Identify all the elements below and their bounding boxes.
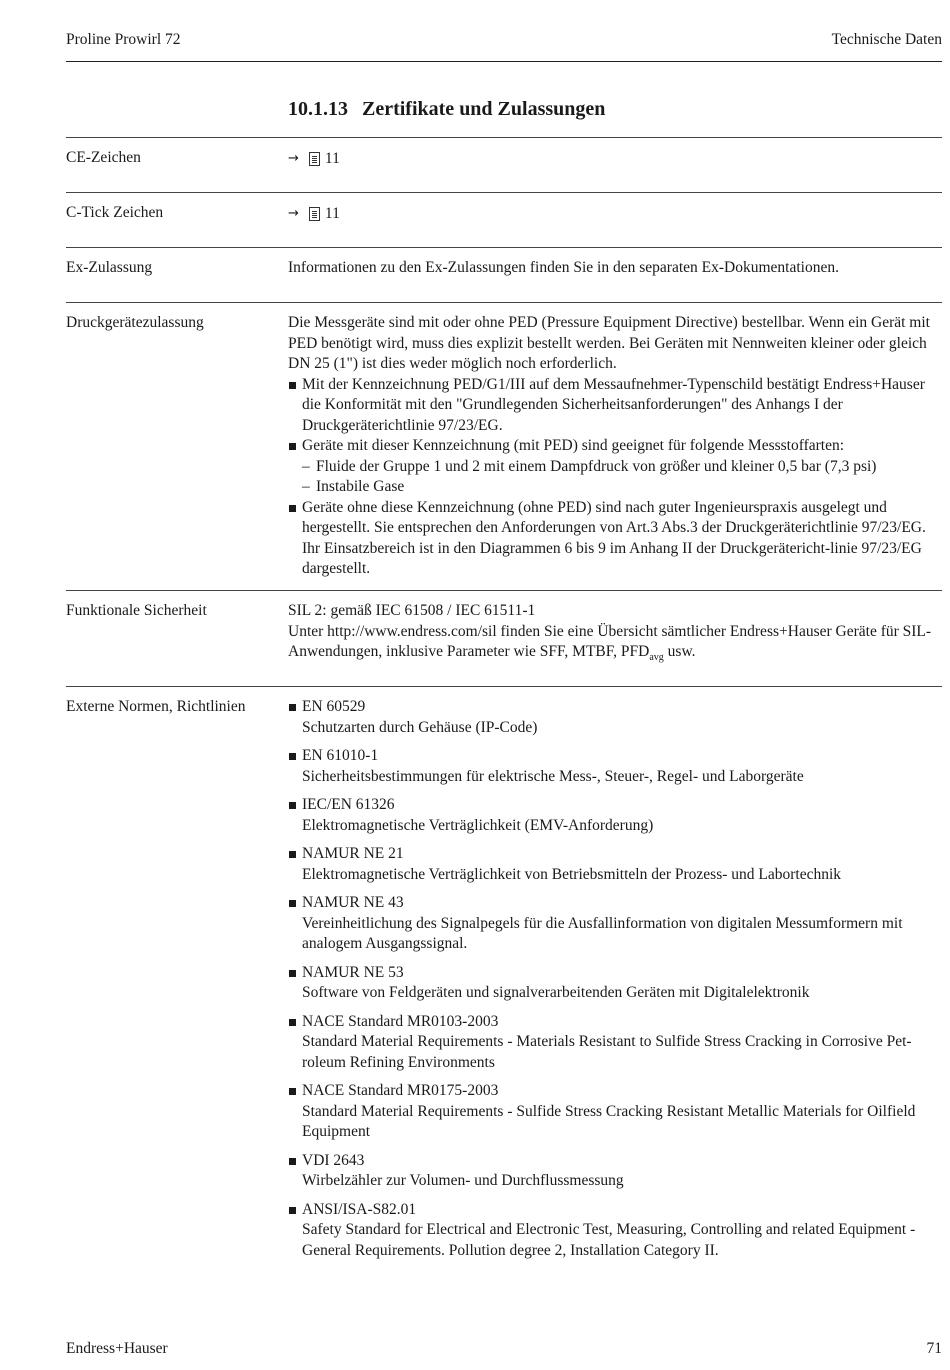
norm-description: Sicherheitsbestimmungen für elektrische Mess-, Steuer-, Regel- und Laborgeräte bbox=[302, 767, 804, 785]
ctick-label: C-Tick Zeichen bbox=[66, 204, 164, 221]
norm-title: IEC/EN 61326 bbox=[302, 796, 395, 813]
norm-description: Software von Feldgeräten und signalverarbeitenden Geräten mit Digitalelektronik bbox=[302, 984, 810, 1001]
ped-content bbox=[288, 313, 942, 580]
list-item bbox=[288, 1081, 942, 1143]
list-item bbox=[288, 1200, 942, 1262]
page-footer bbox=[66, 1340, 942, 1358]
list-item: – Fluide der Gruppe 1 und 2 mit einem Dampfdruck von größer und kleiner 0,5 bar (7,3 psi) bbox=[302, 457, 942, 478]
norm-title: VDI 2643 bbox=[302, 1151, 365, 1169]
norms-content bbox=[288, 697, 942, 1269]
ctick-page-reference[interactable] bbox=[288, 204, 340, 225]
norms-label: Externe Normen, Richtlinien bbox=[66, 698, 246, 715]
row-functional-safety bbox=[66, 590, 942, 687]
sil-content bbox=[288, 601, 942, 669]
ce-page-number: 11 bbox=[324, 150, 340, 167]
row-ex bbox=[66, 247, 942, 303]
sil-label: Funktionale Sicherheit bbox=[66, 602, 207, 619]
list-item bbox=[288, 795, 942, 836]
norm-description: Elektromagnetische Verträglichkeit (EMV-Anforderung) bbox=[302, 816, 654, 834]
section-title: Zertifikate und Zulassungen bbox=[362, 98, 606, 120]
ped-bullet2-text: Geräte mit dieser Kennzeichnung (mit PED) sind geeignet für folgende Messstoffarten: bbox=[302, 437, 845, 454]
ped-bullet-list bbox=[288, 375, 942, 580]
norm-title: EN 60529 bbox=[302, 698, 366, 715]
header-chapter: Technische Daten bbox=[831, 31, 942, 48]
norm-title: NAMUR NE 53 bbox=[302, 963, 404, 981]
norm-title: NAMUR NE 21 bbox=[302, 845, 404, 862]
norm-title: EN 61010-1 bbox=[302, 747, 379, 764]
list-item: – Instabile Gase bbox=[302, 477, 942, 498]
sil-line1: SIL 2: gemäß IEC 61508 / IEC 61511-1 bbox=[288, 602, 536, 619]
page-reference-icon bbox=[309, 152, 320, 166]
norm-description: Elektromagnetische Verträglichkeit von Betriebsmitteln der Prozess- und Labortechnik bbox=[302, 865, 842, 883]
ex-label: Ex-Zulassung bbox=[66, 259, 153, 276]
right-arrow-icon: → bbox=[288, 151, 299, 166]
ctick-content bbox=[288, 203, 942, 225]
list-item bbox=[288, 893, 942, 955]
row-ce bbox=[66, 137, 942, 193]
section-number: 10.1.13 bbox=[288, 98, 348, 120]
sil-line2 bbox=[288, 622, 942, 669]
row-ped bbox=[66, 302, 942, 591]
list-item bbox=[288, 1012, 942, 1074]
norm-description: Schutzarten durch Gehäuse (IP-Code) bbox=[302, 718, 538, 736]
sil-line2-text: Unter http://www.endress.com/sil finden Sie eine Übersicht sämtlicher Endress+Hauser Geräte für SIL-Anwendungen, inklusive Parameter wie SFF, MTBF, PFD bbox=[288, 622, 932, 660]
section-heading bbox=[288, 98, 605, 121]
norm-title: NACE Standard MR0103-2003 bbox=[302, 1012, 499, 1030]
list-item bbox=[288, 844, 942, 885]
norm-title: NACE Standard MR0175-2003 bbox=[302, 1082, 499, 1099]
ped-label: Druckgerätezulassung bbox=[66, 314, 204, 331]
header-product: Proline Prowirl 72 bbox=[66, 31, 181, 48]
list-item bbox=[288, 1151, 942, 1192]
norm-description: Vereinheitlichung des Signalpegels für die Ausfallinformation von digitalen Messumformern mit analogem Ausgangssignal. bbox=[302, 914, 903, 952]
norm-title: ANSI/ISA-S82.01 bbox=[302, 1200, 417, 1218]
row-ctick bbox=[66, 192, 942, 248]
pfd-subscript: avg bbox=[649, 652, 664, 664]
right-arrow-icon: → bbox=[288, 206, 299, 221]
list-item bbox=[288, 963, 942, 1004]
norms-list bbox=[288, 697, 942, 1261]
norm-title: NAMUR NE 43 bbox=[302, 894, 404, 911]
ctick-page-number: 11 bbox=[324, 205, 340, 222]
ce-label: CE-Zeichen bbox=[66, 149, 141, 166]
ce-content bbox=[288, 148, 942, 170]
footer-company: Endress+Hauser bbox=[66, 1340, 168, 1357]
norm-description: Wirbelzähler zur Volumen- und Durchflussmessung bbox=[302, 1172, 624, 1189]
norm-description: Safety Standard for Electrical and Electronic Test, Measuring, Controlling and related Equipment - General Requirements. Pollution degree 2, Installation Category II. bbox=[302, 1221, 916, 1259]
norm-description: Standard Material Requirements - Sulfide Stress Cracking Resistant Metallic Materials for Oilfield Equipment bbox=[302, 1102, 916, 1140]
list-item: Geräte ohne diese Kennzeichnung (ohne PED) sind nach guter Ingenieurspraxis ausgelegt und hergestellt. Sie entsprechen den Anforderungen von Art.3 Abs.3 der Druckgeräterichtlinie 97/23/EG. Ihr Einsatzbereich ist in den Diagrammen 6 bis 9 im Anhang II der Druckgerätericht-linie 97/23/EG dargestellt. bbox=[288, 498, 942, 580]
ped-intro: Die Messgeräte sind mit oder ohne PED (Pressure Equipment Directive) bestellbar. Wenn ein Gerät mit PED benötigt wird, muss dies explizit bestellt werden. Bei Geräten mit Nennweiten kleiner oder gleich DN 25 (1") ist dies weder möglich noch erforderlich. bbox=[288, 314, 930, 372]
page-header bbox=[66, 31, 942, 62]
ce-page-reference[interactable] bbox=[288, 149, 340, 170]
page-reference-icon bbox=[309, 207, 320, 221]
row-external-norms bbox=[66, 686, 942, 1277]
ex-text: Informationen zu den Ex-Zulassungen finden Sie in den separaten Ex-Dokumentationen. bbox=[288, 259, 839, 276]
norm-description: Standard Material Requirements - Materials Resistant to Sulfide Stress Cracking in Corrosive Pet-roleum Refining Environments bbox=[302, 1033, 912, 1071]
list-item bbox=[288, 697, 942, 738]
list-item bbox=[288, 436, 942, 498]
page-number: 71 bbox=[926, 1340, 942, 1357]
list-item bbox=[288, 746, 942, 787]
list-item: Mit der Kennzeichnung PED/G1/III auf dem Messaufnehmer-Typenschild bestätigt Endress+Hauser die Konformität mit den "Grundlegenden Sicherheitsanforderungen" des Anhangs I der Druckgeräterichtlinie 97/23/EG. bbox=[288, 375, 942, 437]
ped-dash-list bbox=[302, 457, 942, 498]
sil-line2-end: usw. bbox=[663, 643, 696, 660]
